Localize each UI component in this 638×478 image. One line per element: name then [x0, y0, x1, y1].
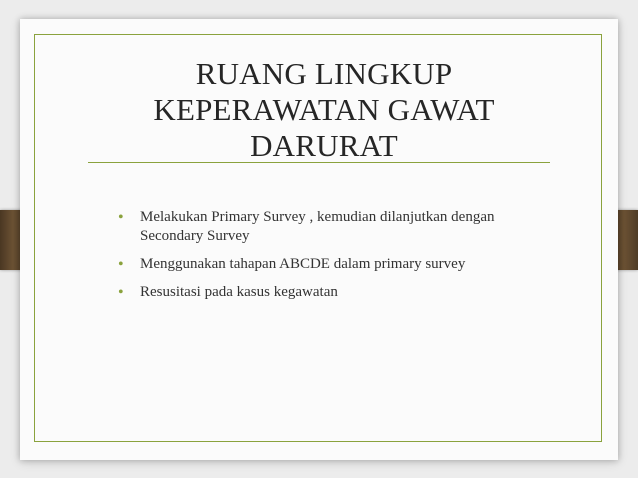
- list-item: [118, 208, 558, 246]
- bullet-text: Melakukan Primary Survey , kemudian dilanjutkan dengan Secondary Survey: [140, 209, 495, 244]
- title-line-3: DARURAT: [250, 128, 398, 163]
- bullet-icon: •: [118, 209, 124, 226]
- title-underline: [88, 162, 550, 163]
- title-line-1: RUANG LINGKUP: [195, 56, 453, 91]
- bullet-icon: •: [118, 256, 124, 273]
- bullet-text: Menggunakan tahapan ABCDE dalam primary survey: [140, 256, 466, 272]
- slide-title: [94, 56, 554, 164]
- bullet-list: [118, 208, 558, 311]
- bullet-text: Resusitasi pada kasus kegawatan: [140, 284, 338, 300]
- list-item: [118, 283, 558, 302]
- title-line-2: KEPERAWATAN GAWAT: [153, 92, 495, 127]
- list-item: [118, 255, 558, 274]
- bullet-icon: •: [118, 284, 124, 301]
